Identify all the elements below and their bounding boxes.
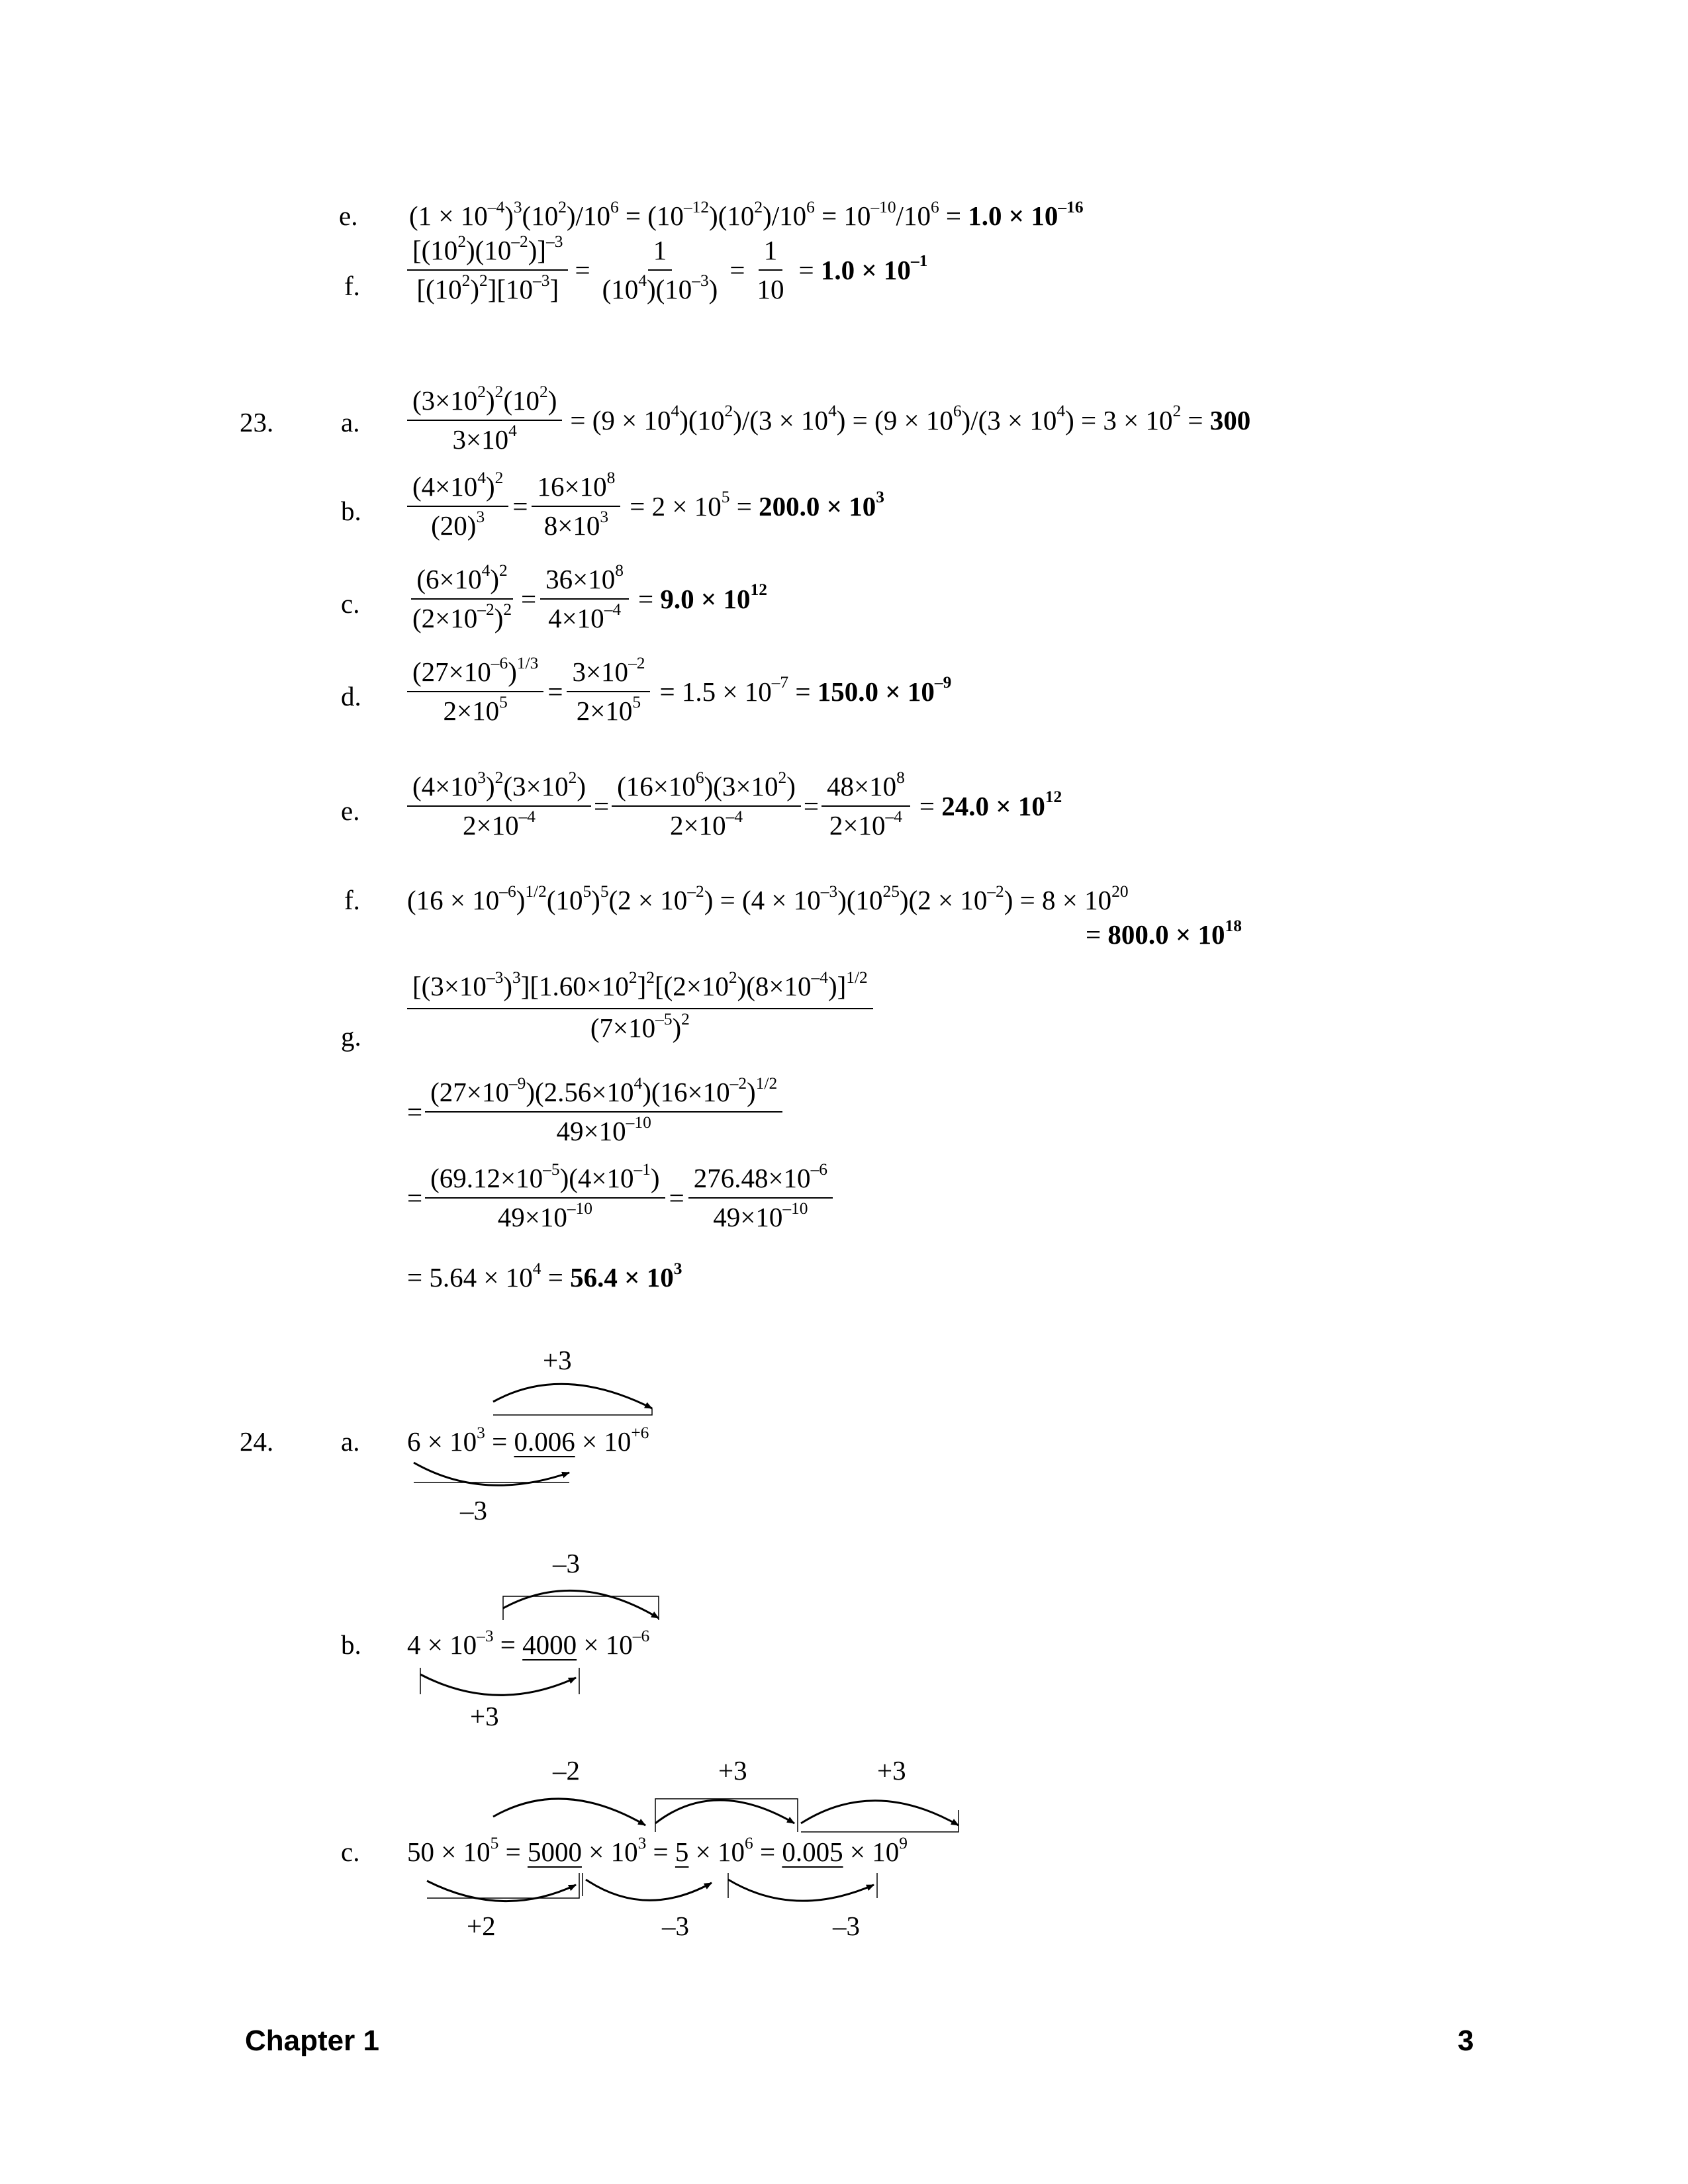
arrow-24c-top-2 [655, 1800, 794, 1823]
math-text: ) [591, 885, 600, 915]
exponent: –5 [655, 1009, 673, 1028]
exponent: 4 [508, 421, 517, 440]
math-text: ) [577, 771, 586, 801]
math-text: (16×10 [617, 771, 696, 801]
math-text: [(3×10 [412, 971, 487, 1001]
math-text: ) [470, 274, 480, 304]
shift-24c-top-3: +3 [877, 1755, 906, 1786]
math-text: )(10 [837, 885, 883, 915]
exponent: 3 [512, 968, 521, 987]
exponent: –3 [692, 271, 709, 290]
math-text: ] [549, 274, 559, 304]
math-text: 16×10 [537, 471, 607, 502]
exponent: –2 [987, 882, 1004, 901]
math-text: )(4×10 [559, 1163, 634, 1193]
exponent: 4 [633, 1073, 643, 1093]
math-text: (2×10 [412, 603, 478, 633]
exponent: 2 [479, 271, 488, 290]
exponent: 1/2 [755, 1073, 778, 1093]
exponent: –2 [628, 653, 645, 672]
exponent: –9 [508, 1073, 526, 1093]
math-text: ) [508, 657, 517, 687]
exponent: 5 [721, 488, 730, 507]
math-text: 5 [675, 1837, 689, 1867]
math-text: ) [503, 971, 512, 1001]
exponent: 18 [1225, 916, 1242, 935]
exponent: 4 [481, 561, 491, 580]
arrow-24a-bottom [414, 1463, 569, 1485]
math-text: (20) [431, 510, 477, 541]
exponent: –12 [683, 197, 710, 216]
exponent: 2 [477, 382, 486, 401]
label-22f: f. [344, 271, 360, 301]
exponent: 6 [745, 1833, 753, 1852]
exponent: 5 [499, 692, 508, 711]
exponent: 25 [882, 882, 900, 901]
math-text: (3×10 [412, 385, 478, 416]
problem-number-24: 24. [240, 1426, 274, 1457]
exponent: –4 [604, 600, 622, 619]
exponent: 2 [754, 197, 763, 216]
math-text: (69.12×10 [430, 1163, 543, 1193]
equals-sign: = [547, 676, 563, 707]
math-text: )(2 × 10 [899, 885, 988, 915]
exponent: –6 [632, 1626, 650, 1645]
math-text: (10 [602, 274, 639, 304]
math-text: )/10 [566, 201, 610, 231]
equals-sign: = [803, 790, 820, 821]
math-text: = 1.5 × 10 [659, 676, 772, 707]
shift-24c-bottom-2: –3 [662, 1911, 689, 1941]
math-text: ) [786, 771, 796, 801]
exponent: –10 [626, 1113, 651, 1132]
math-text: = [798, 254, 821, 285]
exponent: –4 [518, 807, 536, 826]
eq-24c [407, 1833, 908, 1867]
exponent: 2 [461, 271, 471, 290]
exponent: 8 [615, 561, 624, 580]
exponent: 2 [1172, 402, 1182, 421]
exponent: 8 [606, 468, 616, 487]
exponent: –9 [934, 673, 952, 692]
math-text: (4×10 [412, 471, 478, 502]
exponent: 1/2 [846, 968, 868, 987]
equals-sign: = [407, 1096, 423, 1127]
shift-24c-bottom-1: +2 [467, 1911, 496, 1941]
math-text: )(10 [679, 404, 725, 435]
equals-sign: = [407, 1182, 423, 1213]
math-text: = [485, 1426, 514, 1457]
math-text: × 10 [577, 1629, 633, 1660]
math-text: ) [485, 771, 495, 801]
equals-sign: = [512, 490, 528, 522]
math-text: 9.0 × 10 [660, 583, 751, 614]
math-text: 24.0 × 10 [941, 790, 1045, 821]
math-text: 300 [1209, 404, 1251, 435]
exponent: 12 [750, 580, 767, 600]
exponent: 1/2 [525, 882, 547, 901]
label-24b: b. [341, 1629, 361, 1660]
math-text: = 10 [814, 201, 871, 231]
math-text: = [729, 490, 759, 522]
exponent: 20 [1111, 882, 1129, 901]
exponent: 4 [638, 271, 647, 290]
exponent: –4 [487, 197, 505, 216]
math-text: = (10 [618, 201, 684, 231]
math-text: ][1.60×10 [520, 971, 629, 1001]
exponent: 2 [503, 600, 512, 619]
exponent: +6 [631, 1423, 649, 1442]
math-text: = [646, 1837, 675, 1867]
equals-sign: = [593, 790, 610, 821]
numerator: 1 [648, 237, 673, 271]
math-text: 150.0 × 10 [817, 676, 935, 707]
exponent: –16 [1058, 197, 1084, 216]
arrow-24a-top [493, 1384, 652, 1408]
math-text: 276.48×10 [693, 1163, 811, 1193]
label-24c: c. [341, 1837, 360, 1867]
math-text: 8×10 [543, 510, 600, 541]
exponent: –5 [543, 1160, 560, 1179]
math-text: 2×10 [462, 810, 519, 841]
exponent: 6 [806, 197, 815, 216]
math-text: 4000 [522, 1629, 577, 1660]
label-24a: a. [341, 1426, 360, 1457]
math-text: = 5.64 × 10 [407, 1262, 533, 1293]
exponent: –2 [477, 600, 494, 619]
math-text: 800.0 × 10 [1107, 919, 1225, 950]
math-text: )(10 [646, 274, 692, 304]
exponent: –3 [820, 882, 838, 901]
shift-24c-bottom-3: –3 [833, 1911, 860, 1941]
math-text: 36×10 [545, 564, 616, 594]
exponent: 2 [728, 968, 737, 987]
math-text: ) [516, 885, 526, 915]
math-text: 200.0 × 10 [759, 490, 876, 522]
label-23a: a. [341, 407, 360, 437]
exponent: 2 [681, 1009, 690, 1028]
math-text: 2×10 [576, 696, 633, 726]
math-text: 3×10 [452, 424, 509, 455]
exponent: –10 [870, 197, 896, 216]
exponent: 3 [637, 1833, 647, 1852]
exponent: 3 [600, 507, 609, 526]
math-text: ) [547, 385, 557, 416]
math-text: 4 × 10 [407, 1629, 477, 1660]
label-23d: d. [341, 681, 361, 711]
math-text: = [1086, 919, 1108, 950]
exponent: 6 [610, 197, 619, 216]
exponent: 2 [494, 382, 504, 401]
math-text: )(16×10 [642, 1077, 730, 1107]
math-text: (6×10 [416, 564, 482, 594]
exponent: –1 [910, 251, 928, 271]
math-text: 5000 [527, 1837, 582, 1867]
math-text: )(10 [709, 201, 755, 231]
eq-24b [407, 1626, 650, 1660]
exponent: 5 [583, 882, 592, 901]
exponent: 3 [673, 1259, 682, 1278]
exponent: 3 [876, 488, 884, 507]
exponent: 5 [600, 882, 609, 901]
math-text: × 10 [843, 1837, 900, 1867]
exponent: 5 [490, 1833, 499, 1852]
math-text: ] [637, 971, 647, 1001]
math-text: (4×10 [412, 771, 478, 801]
math-text: = [939, 201, 968, 231]
math-text: ][10 [487, 274, 534, 304]
math-text: [(10 [412, 235, 458, 265]
exponent: 6 [695, 768, 704, 787]
math-text: ) [672, 1013, 682, 1043]
math-text: (27×10 [430, 1077, 509, 1107]
math-text: × 10 [688, 1837, 745, 1867]
exponent: 4 [532, 1259, 541, 1278]
exponent: 6 [953, 402, 962, 421]
arrow-24c-top-3 [801, 1801, 959, 1825]
shift-24a-top: +3 [543, 1345, 572, 1375]
exponent: 2 [494, 768, 504, 787]
math-text: 49×10 [556, 1116, 626, 1146]
math-text: [(10 [416, 274, 462, 304]
eq-24a [407, 1423, 649, 1457]
exponent: 1/3 [516, 653, 539, 672]
exponent: 2 [568, 768, 577, 787]
exponent: –1 [633, 1160, 651, 1179]
math-text: 56.4 × 10 [570, 1262, 674, 1293]
exponent: 4 [477, 468, 486, 487]
arrow-24b-bottom [420, 1674, 576, 1695]
math-text: 1.0 × 10 [968, 201, 1058, 231]
math-text: = [788, 676, 818, 707]
exponent: 12 [1045, 788, 1062, 807]
exponent: 2 [724, 402, 733, 421]
math-text: 4×10 [548, 603, 604, 633]
shift-24c-top-1: –2 [553, 1755, 580, 1786]
math-text: )] [528, 235, 547, 265]
page-number: 3 [1458, 2025, 1474, 2057]
exponent: 2 [539, 382, 548, 401]
math-text: ) [650, 1163, 660, 1193]
math-text: 2×10 [443, 696, 500, 726]
math-text: (1 × 10 [409, 201, 488, 231]
exponent: 2 [457, 232, 467, 251]
label-23b: b. [341, 496, 361, 526]
exponent: –4 [726, 807, 743, 826]
math-text: (10 [503, 385, 539, 416]
exponent: 2 [498, 561, 508, 580]
exponent: –10 [782, 1199, 808, 1218]
exponent: 3 [477, 768, 486, 787]
exponent: 8 [896, 768, 905, 787]
math-text: ) [708, 274, 718, 304]
exponent: 9 [899, 1833, 908, 1852]
math-text: 49×10 [713, 1202, 783, 1232]
math-text: = [638, 583, 661, 614]
math-text: 50 × 10 [407, 1837, 491, 1867]
math-text: ) [490, 564, 499, 594]
math-text: (10 [522, 201, 559, 231]
math-text: = [541, 1262, 571, 1293]
exponent: –3 [477, 1626, 494, 1645]
math-text: 2×10 [669, 810, 726, 841]
math-text: )] [827, 971, 847, 1001]
math-text: 1.0 × 10 [820, 254, 911, 285]
math-text: ) = (9 × 10 [836, 404, 953, 435]
math-text: = [753, 1837, 782, 1867]
exponent: –2 [511, 232, 528, 251]
math-text: ) [747, 1077, 756, 1107]
math-text: )(3×10 [704, 771, 778, 801]
exponent: –10 [567, 1199, 592, 1218]
exponent: –6 [810, 1160, 827, 1179]
math-text: × 10 [575, 1426, 632, 1457]
label-23f: f. [344, 885, 360, 915]
bracket-24c-bottom-3 [728, 1873, 877, 1898]
exponent: 2 [628, 968, 637, 987]
exponent: 2 [646, 968, 655, 987]
math-text: /10 [896, 201, 931, 231]
math-text: = [919, 790, 942, 821]
exponent: 3 [477, 1423, 485, 1442]
math-text: (7×10 [590, 1013, 656, 1043]
label-23c: c. [341, 588, 360, 619]
label-22e: e. [339, 201, 358, 231]
exponent: –3 [486, 968, 504, 987]
shift-24c-top-2: +3 [718, 1755, 747, 1786]
arrow-24b-top [503, 1590, 659, 1618]
math-text: ) [504, 201, 514, 231]
math-text: × 10 [581, 1837, 638, 1867]
arrow-24c-top-1 [493, 1799, 645, 1825]
math-text: = [493, 1629, 523, 1660]
shift-24b-bottom: +3 [470, 1701, 499, 1731]
exponent: –2 [687, 882, 704, 901]
exponent: 3 [476, 507, 485, 526]
exponent: 2 [558, 197, 567, 216]
math-text: )/(3 × 10 [961, 404, 1057, 435]
math-text: 6 × 10 [407, 1426, 477, 1457]
exponent: –2 [729, 1073, 747, 1093]
equals-sign: = [521, 583, 537, 614]
math-text: (2 × 10 [608, 885, 688, 915]
equals-sign: = [729, 254, 745, 285]
math-text: (27×10 [412, 657, 491, 687]
math-text: 3×10 [572, 657, 629, 687]
math-text: )/(3 × 10 [733, 404, 829, 435]
bracket-24b-top [503, 1596, 659, 1620]
exponent: 6 [930, 197, 939, 216]
numerator: 1 [759, 237, 783, 271]
exponent: –7 [771, 673, 789, 692]
shift-24a-bottom: –3 [460, 1495, 487, 1525]
exponent: –3 [546, 232, 563, 251]
math-text: ) = 3 × 10 [1065, 404, 1173, 435]
shift-24b-top: –3 [553, 1548, 580, 1578]
math-text: 0.005 [782, 1837, 843, 1867]
bracket-24b-bottom [420, 1668, 579, 1694]
math-text: )(10 [466, 235, 512, 265]
equals-sign: = [575, 254, 590, 285]
problem-number-23: 23. [240, 407, 274, 437]
arrow-24c-bottom-2 [586, 1880, 712, 1900]
exponent: 2 [778, 768, 787, 787]
math-text: (16 × 10 [407, 885, 500, 915]
arrow-24c-bottom-3 [728, 1880, 874, 1901]
math-text: 48×10 [827, 771, 897, 801]
math-text: )(8×10 [737, 971, 812, 1001]
equals-sign: = [669, 1182, 684, 1213]
math-text: )/10 [763, 201, 807, 231]
math-text: = [1181, 404, 1210, 435]
math-text: (3×10 [503, 771, 569, 801]
bracket-24c-top-2 [655, 1799, 798, 1832]
math-text: ) [485, 471, 495, 502]
exponent: 2 [494, 468, 504, 487]
exponent: 3 [513, 197, 522, 216]
math-text: [(2×10 [654, 971, 729, 1001]
exponent: 4 [828, 402, 837, 421]
math-text: 49×10 [497, 1202, 567, 1232]
math-text: = 2 × 10 [630, 490, 722, 522]
math-text: ) = 8 × 10 [1004, 885, 1112, 915]
exponent: –4 [811, 968, 828, 987]
exponent: –6 [499, 882, 516, 901]
label-23g: g. [341, 1021, 361, 1052]
exponent: –4 [885, 807, 902, 826]
bracket-24c-bottom-1 [427, 1873, 579, 1898]
bracket-24a-top [493, 1408, 652, 1415]
math-text: ) [485, 385, 495, 416]
math-text: (10 [546, 885, 583, 915]
exponent: –3 [533, 271, 550, 290]
exponent: 4 [1056, 402, 1066, 421]
math-text: 2×10 [829, 810, 886, 841]
exponent: 4 [671, 402, 680, 421]
math-text: ) [494, 603, 504, 633]
math-text: = (9 × 10 [570, 404, 671, 435]
denominator: 10 [757, 274, 784, 304]
exponent: –6 [491, 653, 508, 672]
math-text: 0.006 [514, 1426, 575, 1457]
math-text: = [498, 1837, 528, 1867]
exponent: 5 [632, 692, 641, 711]
label-23e: e. [341, 796, 360, 826]
chapter-label: Chapter 1 [245, 2025, 379, 2057]
math-text: ) = (4 × 10 [704, 885, 821, 915]
math-text: )(2.56×10 [526, 1077, 634, 1107]
